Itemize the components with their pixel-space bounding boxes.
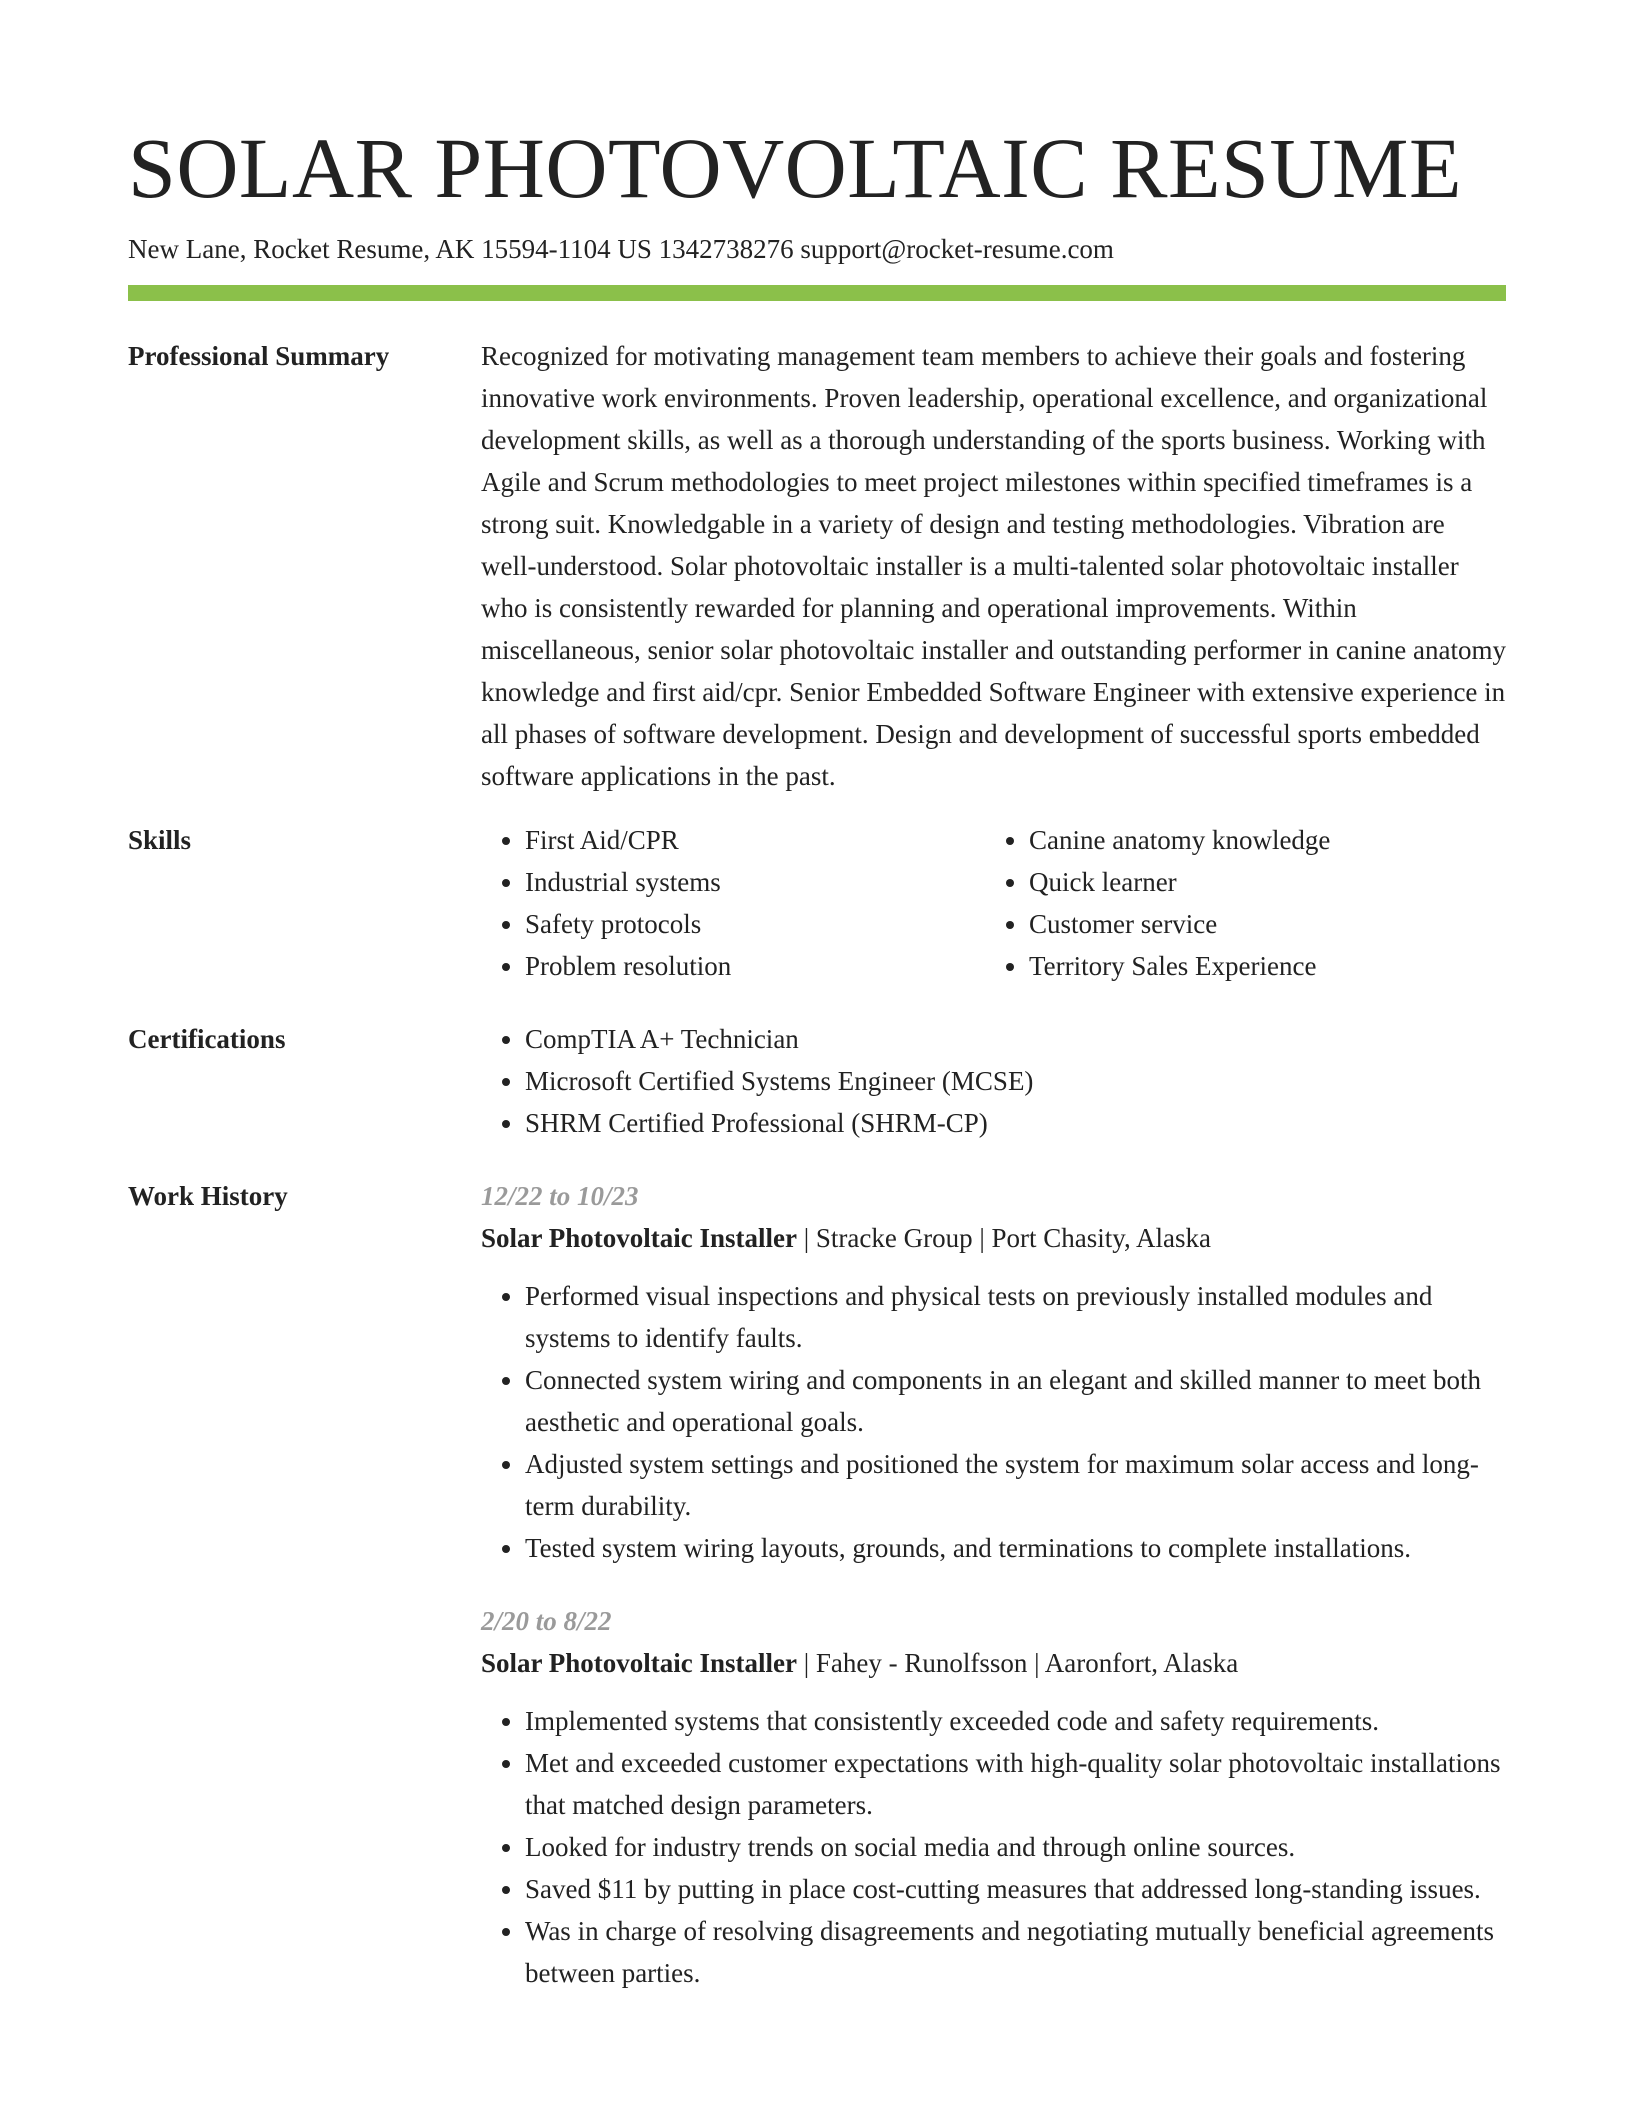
- job-duty: • Performed visual inspections and physical tests on previously installed modules and systems to identify faults.: [525, 1275, 1506, 1359]
- skill-item: • Industrial systems: [525, 861, 985, 903]
- job-duty: • Tested system wiring layouts, grounds, and terminations to complete installations.: [525, 1527, 1506, 1569]
- job-duties: [481, 1700, 1506, 1994]
- job-duty: • Met and exceeded customer expectations with high-quality solar photovoltaic installations that matched design parameters.: [525, 1742, 1506, 1826]
- section-label-summary: Professional Summary: [128, 341, 390, 371]
- skill-item: • First Aid/CPR: [525, 819, 985, 861]
- job-duty: • Was in charge of resolving disagreements and negotiating mutually beneficial agreements between parties.: [525, 1910, 1506, 1994]
- certification-item: • Microsoft Certified Systems Engineer (MCSE): [525, 1060, 1506, 1102]
- job-company-location: | Fahey - Runolfsson | Aaronfort, Alaska: [796, 1648, 1239, 1678]
- skill-item: • Territory Sales Experience: [1029, 945, 1489, 987]
- skill-item: • Quick learner: [1029, 861, 1489, 903]
- accent-divider: [128, 285, 1506, 301]
- job-entry: [481, 1600, 1506, 1994]
- job-company-location: | Stracke Group | Port Chasity, Alaska: [796, 1223, 1211, 1253]
- job-duty: • Looked for industry trends on social media and through online sources.: [525, 1826, 1506, 1868]
- job-title: Solar Photovoltaic Installer: [481, 1223, 797, 1253]
- job-duty: • Implemented systems that consistently exceeded code and safety requirements.: [525, 1700, 1506, 1742]
- resume-page: [128, 0, 1506, 1994]
- job-duty: • Saved $11 by putting in place cost-cutting measures that addressed long-standing issues.: [525, 1868, 1506, 1910]
- summary-section: [128, 335, 1506, 797]
- job-entry: [481, 1175, 1506, 1569]
- skill-item: • Customer service: [1029, 903, 1489, 945]
- job-duty: • Adjusted system settings and positioned the system for maximum solar access and long-term durability.: [525, 1443, 1506, 1527]
- certification-item: • SHRM Certified Professional (SHRM-CP): [525, 1102, 1506, 1144]
- contact-line: New Lane, Rocket Resume, AK 15594-1104 US 1342738276 support@rocket-resume.com: [128, 234, 1114, 264]
- summary-text: Recognized for motivating management team members to achieve their goals and fostering innovative work environments. Proven leadership, operational excellence, and organizational development skills, as well as a thorough understanding of the sports business. Working with Agile and Scrum methodologies to meet project milestones within specified timeframes is a strong suit. Knowledgable in a variety of design and testing methodologies. Vibration are well-understood. Solar photovoltaic installer is a multi-talented solar photovoltaic installer who is consistently rewarded for planning and operational improvements. Within miscellaneous, senior solar photovoltaic installer and outstanding performer in canine anatomy knowledge and first aid/cpr. Senior Embedded Software Engineer with extensive experience in all phases of software development. Design and development of successful sports embedded software applications in the past.: [481, 341, 1506, 791]
- section-label-certifications: Certifications: [128, 1024, 286, 1054]
- job-dates: 12/22 to 10/23: [481, 1181, 639, 1211]
- certification-item: • CompTIA A+ Technician: [525, 1018, 1506, 1060]
- skill-item: • Safety protocols: [525, 903, 985, 945]
- resume-title: SOLAR PHOTOVOLTAIC RESUME: [128, 120, 1462, 216]
- job-heading: [481, 1642, 1506, 1684]
- job-duties: [481, 1275, 1506, 1569]
- job-duty: • Connected system wiring and components in an elegant and skilled manner to meet both aesthetic and operational goals.: [525, 1359, 1506, 1443]
- job-title: Solar Photovoltaic Installer: [481, 1648, 797, 1678]
- job-dates: 2/20 to 8/22: [481, 1606, 612, 1636]
- skills-section: [128, 819, 1506, 987]
- skills-column-left: [481, 819, 985, 987]
- section-label-skills: Skills: [128, 825, 192, 855]
- certifications-section: [128, 1018, 1506, 1144]
- skills-column-right: [985, 819, 1489, 987]
- skill-item: • Canine anatomy knowledge: [1029, 819, 1489, 861]
- section-label-work-history: Work History: [128, 1181, 288, 1211]
- job-heading: [481, 1217, 1506, 1259]
- skill-item: • Problem resolution: [525, 945, 985, 987]
- work-history-section: [128, 1175, 1506, 1994]
